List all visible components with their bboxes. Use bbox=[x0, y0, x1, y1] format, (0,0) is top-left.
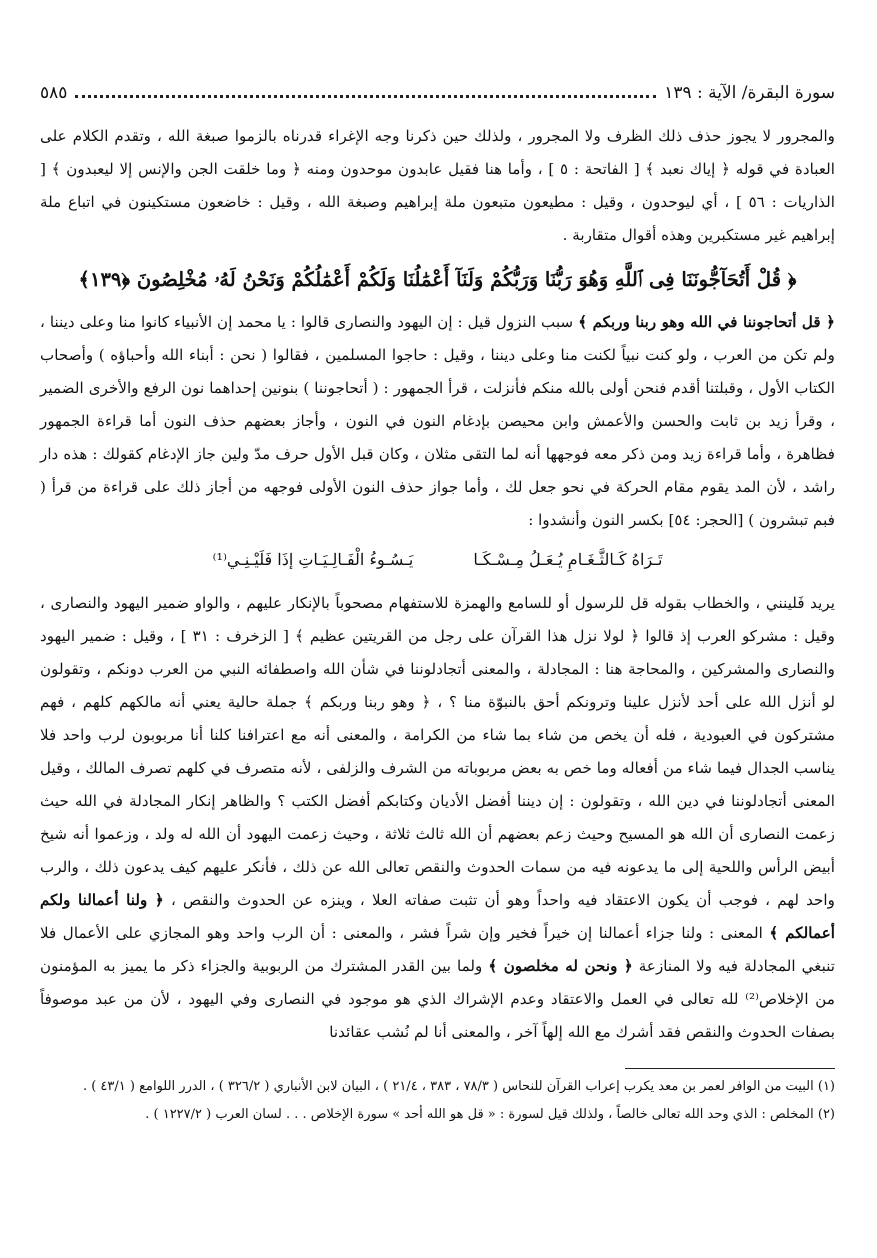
footnote-2: (٢) المخلص : الذي وحد الله تعالى خالصاً ، ولذلك قيل لسورة : « قل هو الله أحد » سورة الإخلاص . . . لسان العرب ( ١٢٢٧/٢ ) . bbox=[145, 1107, 835, 1122]
commentary-text: سبب النزول قيل : إن اليهود والنصارى قالوا : يا محمد إن الأنبياء كانوا منا وعلى ديننا ، ولم تكن من العرب ، ولو كنت نبياً لكنت منا وعلى ديننا ، وقيل : حاجوا المسلمين ، فقالوا ( نحن : أبناء الله وأحباؤه ) وأصحاب الكتاب الأول ، وقبلتنا أقدم فنحن أولى بالله منكم فأنزلت ، قرأ الجمهور : ( أتحاجوننا ) بنونين إحداهما نون الرفع والأخرى الضمير ، وقرأ زيد بن ثابت والحسن والأعمش وابن محيصن بإدغام النون في النون ، وأجاز بعضهم حذف النون أما قراءة الجمهور فظاهرة ، وأما قراءة زيد ومن ذكر معه فوجهها أنه لما التقى مثلان ، وكان قبل الأول حرف مدّ ولين جاز الإدغام كقولك : هذه دار راشد ، لأن المد يقوم مقام الحركة في نحو جعل لك ، وأما جواز حذف النون الأولى فوجهه من أجاز ذلك على قراءة من قرأ ( فبم تبشرون ) [الحجر: ٥٤] بكسر النون وأنشدوا : bbox=[40, 313, 835, 529]
commentary-text: ولما بين القدر المشترك من الربوبية والجزاء ذكر ما يميز به المؤمنون من الإخلاص⁽²⁾ لله تعالى في العمل والاعتقاد وعدم الإشراك الذي هو موجود في النصارى وفي اليهود ، لأن من عبد موصوفاً بصفات الحدوث والنقص فقد أشرك مع الله إلهاً آخر ، والمعنى أنا لم نُشب عقائدنا bbox=[40, 957, 835, 1041]
verse-quote: ﴿ ولنا أعمالنا ولكم أعمالكم ﴾ bbox=[40, 891, 836, 942]
paragraph-intro: والمجرور لا يجوز حذف ذلك الظرف ولا المجرور ، ولذلك حين ذكرنا وجه الإغراء قدرناه بالزموا صبغة الله ، وتقدم الكلام على العبادة في قوله ﴿ إياك نعبد ﴾ [ الفاتحة : ٥ ] ، وأما هنا فقيل عابدون موحدون ومنه ﴿ وما خلقت الجن والإنس إلا ليعبدون ﴾ [ الذاريات : ٥٦ ] ، أي ليوحدون ، وقيل : مطيعون متبعون ملة إبراهيم وصبغة الله ، وقيل : خاضعون مستكينون في اتباع ملة إبراهيم غير مستكبرين وهذه أقوال متقاربة . bbox=[40, 127, 836, 244]
surah-verse-reference: سورة البقرة/ الآية : ١٣٩ bbox=[664, 83, 835, 103]
commentary-text: جملة حالية يعني أنه مالكهم كلهم ، فهم مشتركون في العبودية ، فله أن يخص من شاء بما شاء من الكرامة ، والمعنى أنه مع اعترافنا كلنا أنا مربوبون لرب واحد فلا يناسب الجدال فيما شاء من أفعاله وما خص به بعض مربوباته من الشرف والزلفى ، لأنه متصرف في كلهم تصرف المالك ، وقيل المعنى أتجادلوننا في دين الله ، وتقولون : إن ديننا أفضل الأديان وكتابكم أفضل الكتب ؟ والظاهر إنكار المجادلة في الله حيث زعمت النصارى أن الله هو المسيح وحيث زعم بعضهم أن الله ثالث ثلاثة ، وحيث زعمت اليهود أن الله له ولد ، وزعموا أنه شيخ أبيض الرأس واللحية إلى ما يدعونه فيه من سمات الحدوث والنقص تعالى الله عن ذلك ، فأنكر عليهم كيف يدعون ذلك ، والرب واحد لهم ، فوجب أن يكون الاعتقاد فيه واحداً وهو أن تثبت صفاته العلا ، وينزه عن الحدوث والنقص ، bbox=[40, 693, 835, 909]
verse-quote: ﴿ وهو ربنا وربكم ﴾ bbox=[304, 693, 431, 711]
poem-first-hemistich: تَـرَاهُ كَـالثَّـغَـامِ يُـعَـلُ مِـسْـكَـا bbox=[473, 550, 663, 569]
poem-second-hemistich: يَـسُـوءُ الْفَـالِـيَـاتِ إذَا فَلَيْـنِـي⁽¹⁾ bbox=[212, 550, 414, 569]
poetry-verse bbox=[40, 541, 835, 579]
paragraph-commentary-1 bbox=[40, 306, 835, 537]
paragraph-commentary-2 bbox=[40, 587, 835, 1049]
commentary-text: يريد فَلينني ، والخطاب بقوله قل للرسول أو للسامع والهمزة للاستفهام مصحوباً بالإنكار عليهم ، والواو ضمير اليهود والنصارى ، وقيل : مشركو العرب إذ قالوا ﴿ لولا نزل هذا القرآن على رجل من القريتين عظيم ﴾ [ الزخرف : ٣١ ] ، وقيل : ضمير اليهود والنصارى والمشركين ، والمحاجة هنا : المجادلة ، والمعنى أتجادلوننا في شأن الله واصطفائه النبي من العرب دونكم ، وتقولون لو أنزل الله على أحد لأنزل علينا وترونكم أحق بالنبوّة منا ؟ ، bbox=[40, 594, 835, 711]
page-number: ٥٨٥ bbox=[40, 83, 68, 103]
verse-quote: ﴿ قل أتحاجوننا في الله وهو ربنا وربكم ﴾ bbox=[578, 313, 835, 331]
footnotes bbox=[40, 1074, 835, 1130]
footnote-1: (١) البيت من الوافر لعمر بن معد يكرب إعراب القرآن للنحاس ( ٧٨/٣ ، ٣٨٣ ، ٢١/٤ ) ، البيان لابن الأنباري ( ٣٢٦/٢ ) ، الدرر اللوامع ( ٤٣/١ ) . bbox=[82, 1079, 835, 1094]
running-header bbox=[40, 76, 835, 110]
header-dot-leader bbox=[75, 95, 656, 98]
verse-quote: ﴿ ونحن له مخلصون ﴾ bbox=[488, 957, 633, 975]
footnote-separator bbox=[625, 1068, 835, 1069]
main-text bbox=[40, 120, 835, 1049]
quran-verse: ﴿ قُلْ أَتُحَآجُّونَنَا فِى ٱللَّهِ وَهُوَ رَبُّنَا وَرَبُّكُمْ وَلَنَآ أَعْمَٰلُنَا وَلَكُمْ أَعْمَٰلُكُمْ وَنَحْنُ لَهُۥ مُخْلِصُونَ ﴿١٣٩﴾ bbox=[78, 268, 797, 291]
commentary-text: المعنى : ولنا جزاء أعمالنا إن خيراً فخير وإن شراً فشر ، والمعنى : أن الرب واحد وهو المجازي على الأعمال فلا تنبغي المجادلة فيه ولا المنازعة bbox=[40, 924, 836, 975]
